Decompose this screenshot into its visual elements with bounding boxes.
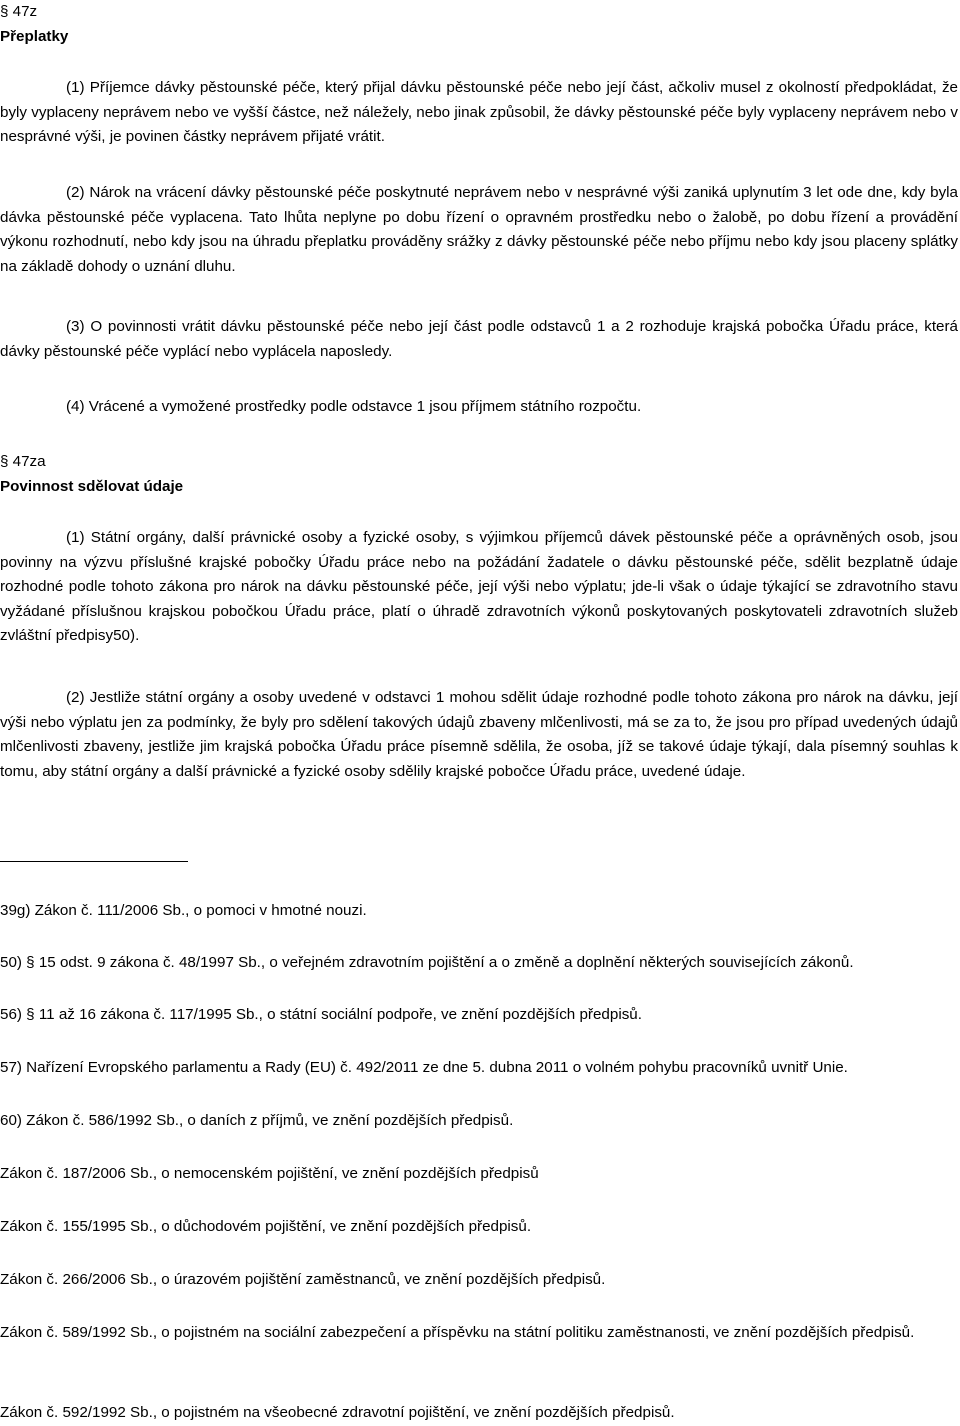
section-47z-heading bbox=[0, 0, 958, 49]
section-title: Přeplatky bbox=[0, 27, 69, 45]
section-number: § 47za bbox=[0, 453, 46, 470]
paragraph-47za-1: (1) Státní orgány, další právnické osoby a fyzické osoby, s výjimkou příjemců dávek pěstounské péče a oprávněných osob, jsou povinny na výzvu příslušné krajské pobočky Úřadu práce nebo na požádání žadatele o dávku pěstounské péče, sdělit bezplatně údaje rozhodné podle tohoto zákona pro nárok na dávku pěstounské péče, její výši nebo výplatu; jde-li však o údaje týkající se zdravotního stavu vyžádané příslušnou krajskou pobočkou Úřadu práce, platí o úhradě zdravotních výkonů poskytovaných poskytovateli zdravotních služeb zvláštní předpisy50). bbox=[0, 529, 958, 644]
footnote: Zákon č. 592/1992 Sb., o pojistném na všeobecné zdravotní pojištění, ve znění pozdějších předpisů. bbox=[0, 1404, 675, 1421]
footnote: 50) § 15 odst. 9 zákona č. 48/1997 Sb., o veřejném zdravotním pojištění a o změně a doplnění některých souvisejících zákonů. bbox=[0, 954, 854, 971]
footnote: Zákon č. 589/1992 Sb., o pojistném na sociální zabezpečení a příspěvku na státní politiku zaměstnanosti, ve znění pozdějších předpisů. bbox=[0, 1324, 915, 1341]
footnote-divider bbox=[0, 861, 188, 862]
footnote: 56) § 11 až 16 zákona č. 117/1995 Sb., o státní sociální podpoře, ve znění pozdějších předpisů. bbox=[0, 1006, 642, 1023]
paragraph-47z-1: (1) Příjemce dávky pěstounské péče, který přijal dávku pěstounské péče nebo její část, ačkoliv musel z okolností předpokládat, že byly vyplaceny neprávem nebo ve vyšší částce, než náležely, nebo jinak způsobil, že dávky pěstounské péče byly vyplaceny neprávem nebo v nesprávné výši, je povinen částky neprávem přijaté vrátit. bbox=[0, 79, 958, 145]
section-47za-heading bbox=[0, 450, 958, 499]
paragraph-47z-2: (2) Nárok na vrácení dávky pěstounské péče poskytnuté neprávem nebo v nesprávné výši zaniká uplynutím 3 let ode dne, kdy byla dávka pěstounské péče vyplacena. Tato lhůta neplyne po dobu řízení o opravném prostředku nebo o žalobě, po dobu řízení a provádění výkonu rozhodnutí, nebo kdy jsou na úhradu přeplatku prováděny srážky z dávky pěstounské péče nebo příjmu nebo kdy jsou placeny splátky na základě dohody o uznání dluhu. bbox=[0, 184, 958, 275]
paragraph-47za-2: (2) Jestliže státní orgány a osoby uvedené v odstavci 1 mohou sdělit údaje rozhodné podle tohoto zákona pro nárok na dávku, její výši nebo výplatu jen za podmínky, že byly pro sdělení takových údajů zbaveny mlčenlivosti, má se za to, že jsou pro případ uvedených údajů mlčenlivosti zbaveny, jestliže jim krajská pobočka Úřadu práce písemně sdělila, že osoba, jíž se takové údaje týkají, dala písemný souhlas k tomu, aby státní orgány a další právnické a fyzické osoby sdělily krajské pobočce Úřadu práce, uvedené údaje. bbox=[0, 689, 958, 780]
footnote: Zákon č. 187/2006 Sb., o nemocenském pojištění, ve znění pozdějších předpisů bbox=[0, 1165, 539, 1182]
paragraph-47z-4: (4) Vrácené a vymožené prostředky podle odstavce 1 jsou příjmem státního rozpočtu. bbox=[66, 398, 642, 415]
footnote: 57) Nařízení Evropského parlamentu a Rady (EU) č. 492/2011 ze dne 5. dubna 2011 o volném pohybu pracovníků uvnitř Unie. bbox=[0, 1059, 848, 1076]
section-title: Povinnost sdělovat údaje bbox=[0, 477, 184, 495]
paragraph-47z-3: (3) O povinnosti vrátit dávku pěstounské péče nebo její část podle odstavců 1 a 2 rozhoduje krajská pobočka Úřadu práce, která dávky pěstounské péče vyplácí nebo vyplácela naposledy. bbox=[0, 318, 958, 360]
footnote: 39g) Zákon č. 111/2006 Sb., o pomoci v hmotné nouzi. bbox=[0, 902, 367, 919]
footnote: 60) Zákon č. 586/1992 Sb., o daních z příjmů, ve znění pozdějších předpisů. bbox=[0, 1112, 514, 1129]
footnote: Zákon č. 266/2006 Sb., o úrazovém pojištění zaměstnanců, ve znění pozdějších předpisů. bbox=[0, 1271, 606, 1288]
footnote: Zákon č. 155/1995 Sb., o důchodovém pojištění, ve znění pozdějších předpisů. bbox=[0, 1218, 532, 1235]
section-number: § 47z bbox=[0, 3, 38, 20]
